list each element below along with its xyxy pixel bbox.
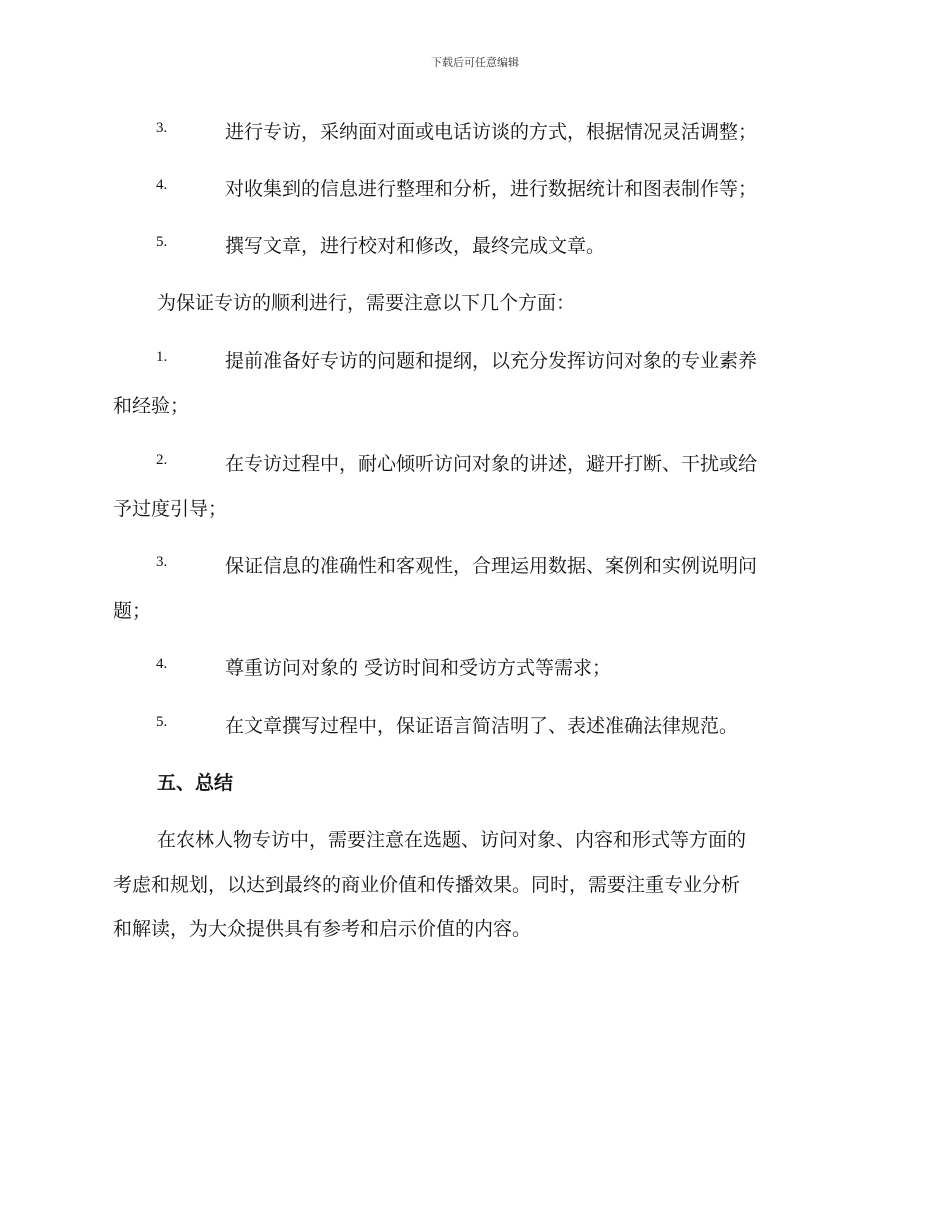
list-text: 对收集到的信息进行整理和分析，进行数据统计和图表制作等； (225, 178, 758, 200)
list-number: 5. (156, 714, 168, 730)
summary-paragraph-line: 考虑和规划，以达到最终的商业价值和传播效果。同时，需要注重专业分析 (113, 874, 741, 896)
list-number: 1. (156, 349, 168, 365)
summary-paragraph-line: 和解读，为大众提供具有参考和启示价值的内容。 (113, 918, 532, 940)
list-number: 4. (156, 656, 168, 672)
header-note: 下载后可任意编辑 (431, 56, 519, 69)
list-text: 提前准备好专访的问题和提纲，以充分发挥访问对象的专业素养 (225, 350, 758, 372)
list-text: 在文章撰写过程中，保证语言简洁明了、表述准确法律规范。 (225, 715, 739, 737)
list-text: 撰写文章，进行校对和修改，最终完成文章。 (225, 235, 606, 257)
list-number: 5. (156, 234, 168, 250)
list-text-continued: 题； (113, 600, 152, 622)
section-heading: 五、总结 (157, 772, 234, 794)
list-number: 4. (156, 177, 168, 193)
list-text-continued: 和经验； (113, 395, 190, 417)
list-text: 尊重访问对象的 受访时间和受访方式等需求； (225, 657, 612, 679)
list-text-continued: 予过度引导； (113, 498, 228, 520)
summary-paragraph: 在农林人物专访中，需要注意在选题、访问对象、内容和形式等方面的 (157, 829, 747, 851)
list-text: 进行专访，采纳面对面或电话访谈的方式，根据情况灵活调整； (225, 121, 758, 143)
list-number: 3. (156, 554, 168, 570)
list-text: 保证信息的准确性和客观性，合理运用数据、案例和实例说明问 (225, 555, 758, 577)
list-text: 在专访过程中，耐心倾听访问对象的讲述，避开打断、干扰或给 (225, 453, 758, 475)
list-number: 3. (156, 120, 168, 136)
intro-paragraph: 为保证专访的顺利进行，需要注意以下几个方面： (157, 292, 576, 314)
list-number: 2. (156, 452, 168, 468)
